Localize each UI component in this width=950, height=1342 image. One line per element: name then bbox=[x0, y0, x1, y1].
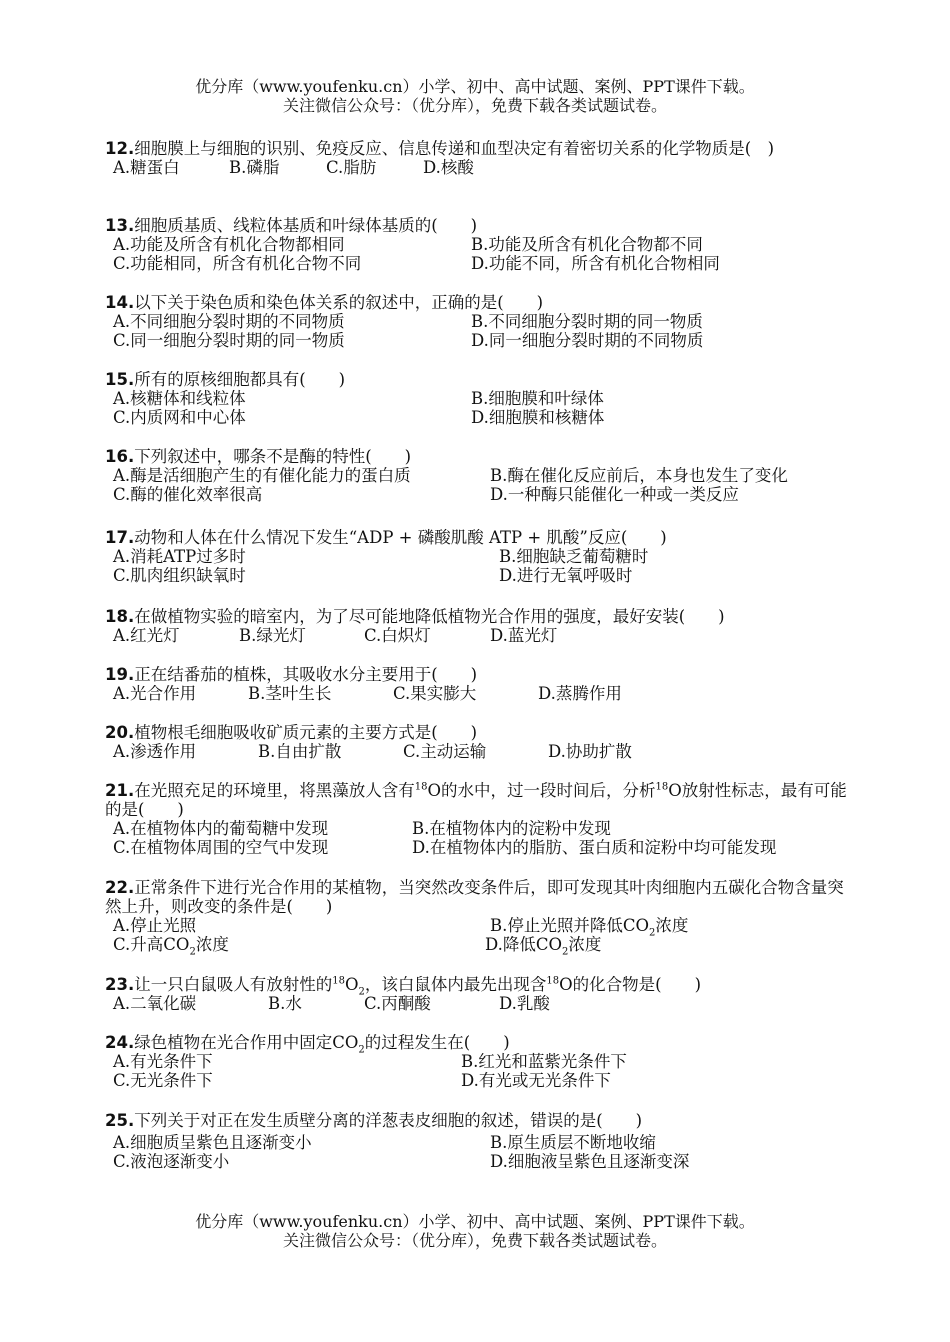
option-c[interactable]: C.果实膨大 bbox=[393, 684, 477, 703]
page-footer bbox=[0, 1212, 950, 1250]
option-a[interactable]: A.二氧化碳 bbox=[113, 994, 197, 1013]
options-row bbox=[105, 312, 855, 331]
option-d[interactable]: D.乳酸 bbox=[499, 994, 550, 1013]
footer-line-2: 关注微信公众号：（优分库），免费下载各类试题试卷。 bbox=[282, 1231, 667, 1250]
question-stem: 20.植物根毛细胞吸收矿质元素的主要方式是( ) bbox=[105, 723, 478, 742]
option-d[interactable]: D.协助扩散 bbox=[548, 742, 632, 761]
options-row bbox=[105, 742, 855, 761]
option-d[interactable]: D.一种酶只能催化一种或一类反应 bbox=[490, 485, 739, 504]
question-18 bbox=[105, 607, 855, 645]
options-row bbox=[105, 408, 855, 427]
option-d[interactable]: D.降低$CO_2$浓度 bbox=[485, 935, 602, 958]
question-stem: 21.在光照充足的环境里，将黑藻放人含有$^{18}$O的水中，过一段时间后，分析$^{18}$O放射性标志，最有可能的是( ) bbox=[105, 781, 847, 819]
question-stem: 13.细胞质基质、线粒体基质和叶绿体基质的( ) bbox=[105, 216, 478, 235]
option-d[interactable]: D.核酸 bbox=[423, 158, 474, 177]
options-row bbox=[105, 547, 855, 566]
option-c[interactable]: C.无光条件下 bbox=[113, 1071, 213, 1090]
question-stem: 17.动物和人体在什么情况下发生“ADP + 磷酸肌酸 ATP + 肌酸”反应( ) bbox=[105, 528, 667, 547]
header-line-2: 关注微信公众号：（优分库），免费下载各类试题试卷。 bbox=[282, 96, 667, 115]
option-d[interactable]: D.有光或无光条件下 bbox=[461, 1071, 611, 1090]
option-c[interactable]: C.液泡逐渐变小 bbox=[113, 1152, 230, 1171]
question-17 bbox=[105, 528, 855, 585]
options-row bbox=[105, 331, 855, 350]
option-b[interactable]: B.在植物体内的淀粉中发现 bbox=[412, 819, 611, 838]
option-d[interactable]: D.蓝光灯 bbox=[490, 626, 558, 645]
option-d[interactable]: D.蒸腾作用 bbox=[538, 684, 622, 703]
option-a[interactable]: A.有光条件下 bbox=[113, 1052, 213, 1071]
option-b[interactable]: B.水 bbox=[268, 994, 302, 1013]
header-line-1: 优分库（www.youfenku.cn）小学、初中、高中试题、案例、PPT课件下载。 bbox=[195, 77, 755, 96]
option-a[interactable]: A.细胞质呈紫色且逐渐变小 bbox=[113, 1133, 312, 1152]
options-row bbox=[105, 254, 855, 273]
question-stem: 14.以下关于染色质和染色体关系的叙述中，正确的是( ) bbox=[105, 293, 544, 312]
question-stem: 15.所有的原核细胞都具有( ) bbox=[105, 370, 346, 389]
options-row bbox=[105, 994, 855, 1013]
question-stem: 22.正常条件下进行光合作用的某植物，当突然改变条件后，即可发现其叶肉细胞内五碳化合物含量突然上升，则改变的条件是( ) bbox=[105, 878, 844, 916]
footer-line-1: 优分库（www.youfenku.cn）小学、初中、高中试题、案例、PPT课件下载。 bbox=[195, 1212, 755, 1231]
option-b[interactable]: B.酶在催化反应前后，本身也发生了变化 bbox=[490, 466, 788, 485]
option-b[interactable]: B.绿光灯 bbox=[239, 626, 306, 645]
option-a[interactable]: A.渗透作用 bbox=[113, 742, 197, 761]
option-b[interactable]: B.自由扩散 bbox=[258, 742, 342, 761]
option-a[interactable]: A.不同细胞分裂时期的不同物质 bbox=[113, 312, 345, 331]
question-stem: 24.绿色植物在光合作用中固定$CO_2$的过程发生在( ) bbox=[105, 1033, 510, 1056]
options-row bbox=[105, 1133, 855, 1152]
option-b[interactable]: B.不同细胞分裂时期的同一物质 bbox=[471, 312, 703, 331]
question-stem: 23.让一只白鼠吸人有放射性的$^{18}O_2$，该白鼠体内最先出现含$^{18}$O的化合物是( ) bbox=[105, 975, 702, 998]
option-d[interactable]: D.细胞液呈紫色且逐渐变深 bbox=[490, 1152, 690, 1171]
options-row bbox=[105, 935, 855, 958]
options-row bbox=[105, 466, 855, 485]
question-25 bbox=[105, 1111, 855, 1171]
option-d[interactable]: D.同一细胞分裂时期的不同物质 bbox=[471, 331, 704, 350]
option-b[interactable]: B.红光和蓝紫光条件下 bbox=[461, 1052, 627, 1071]
option-a[interactable]: A.消耗ATP过多时 bbox=[113, 547, 246, 566]
question-24 bbox=[105, 1033, 855, 1090]
options-row bbox=[105, 626, 855, 645]
options-row bbox=[105, 916, 855, 939]
option-a[interactable]: A.酶是活细胞产生的有催化能力的蛋白质 bbox=[113, 466, 411, 485]
option-b[interactable]: B.磷脂 bbox=[229, 158, 280, 177]
option-a[interactable]: A.光合作用 bbox=[113, 684, 197, 703]
option-a[interactable]: A.糖蛋白 bbox=[113, 158, 180, 177]
option-c[interactable]: C.肌肉组织缺氧时 bbox=[113, 566, 246, 585]
option-c[interactable]: C.脂肪 bbox=[326, 158, 377, 177]
question-stem: 16.下列叙述中，哪条不是酶的特性( ) bbox=[105, 447, 412, 466]
options-row bbox=[105, 819, 855, 838]
option-a[interactable]: A.红光灯 bbox=[113, 626, 180, 645]
question-stem: 18.在做植物实验的暗室内，为了尽可能地降低植物光合作用的强度，最好安装( ) bbox=[105, 607, 725, 626]
question-stem: 19.正在结番茄的植株，其吸收水分主要用于( ) bbox=[105, 665, 478, 684]
options-row bbox=[105, 485, 855, 504]
option-b[interactable]: B.功能及所含有机化合物都不同 bbox=[471, 235, 703, 254]
question-23 bbox=[105, 975, 855, 1013]
option-a[interactable]: A.核糖体和线粒体 bbox=[113, 389, 246, 408]
question-19 bbox=[105, 665, 855, 703]
option-b[interactable]: B.原生质层不断地收缩 bbox=[490, 1133, 656, 1152]
question-20 bbox=[105, 723, 855, 761]
option-c[interactable]: C.在植物体周围的空气中发现 bbox=[113, 838, 329, 857]
option-c[interactable]: C.酶的催化效率很高 bbox=[113, 485, 263, 504]
question-12 bbox=[105, 139, 855, 177]
options-row bbox=[105, 1071, 855, 1090]
option-b[interactable]: B.茎叶生长 bbox=[248, 684, 332, 703]
question-14 bbox=[105, 293, 855, 350]
question-21 bbox=[105, 781, 855, 857]
option-c[interactable]: C.白炽灯 bbox=[364, 626, 431, 645]
question-22 bbox=[105, 878, 855, 958]
question-13 bbox=[105, 216, 855, 273]
options-row bbox=[105, 566, 855, 585]
options-row bbox=[105, 684, 855, 703]
option-d[interactable]: D.进行无氧呼吸时 bbox=[499, 566, 633, 585]
options-row bbox=[105, 235, 855, 254]
question-16 bbox=[105, 447, 855, 504]
option-a[interactable]: A.在植物体内的葡萄糖中发现 bbox=[113, 819, 329, 838]
option-c[interactable]: C.同一细胞分裂时期的同一物质 bbox=[113, 331, 345, 350]
option-c[interactable]: C.内质网和中心体 bbox=[113, 408, 246, 427]
option-d[interactable]: D.功能不同，所含有机化合物相同 bbox=[471, 254, 720, 273]
option-a[interactable]: A.功能及所含有机化合物都相同 bbox=[113, 235, 345, 254]
options-row bbox=[105, 389, 855, 408]
option-b[interactable]: B.细胞缺乏葡萄糖时 bbox=[499, 547, 649, 566]
question-15 bbox=[105, 370, 855, 427]
options-row bbox=[105, 158, 855, 177]
option-d[interactable]: D.细胞膜和核糖体 bbox=[471, 408, 605, 427]
question-stem: 12.细胞膜上与细胞的识别、免疫反应、信息传递和血型决定有着密切关系的化学物质是( ) bbox=[105, 139, 775, 158]
options-row bbox=[105, 1052, 855, 1071]
option-c[interactable]: C.主动运输 bbox=[403, 742, 487, 761]
option-c[interactable]: C.升高$CO_2$浓度 bbox=[113, 935, 229, 958]
page-header bbox=[0, 77, 950, 115]
option-d[interactable]: D.在植物体内的脂肪、蛋白质和淀粉中均可能发现 bbox=[412, 838, 777, 857]
option-b[interactable]: B.停止光照并降低$CO_2$浓度 bbox=[490, 916, 689, 939]
option-a[interactable]: A.停止光照 bbox=[113, 916, 197, 935]
option-c[interactable]: C.丙酮酸 bbox=[364, 994, 431, 1013]
option-c[interactable]: C.功能相同，所含有机化合物不同 bbox=[113, 254, 362, 273]
option-b[interactable]: B.细胞膜和叶绿体 bbox=[471, 389, 604, 408]
options-row bbox=[105, 838, 855, 857]
options-row bbox=[105, 1152, 855, 1171]
question-stem: 25.下列关于对正在发生质壁分离的洋葱表皮细胞的叙述，错误的是( ) bbox=[105, 1111, 643, 1130]
